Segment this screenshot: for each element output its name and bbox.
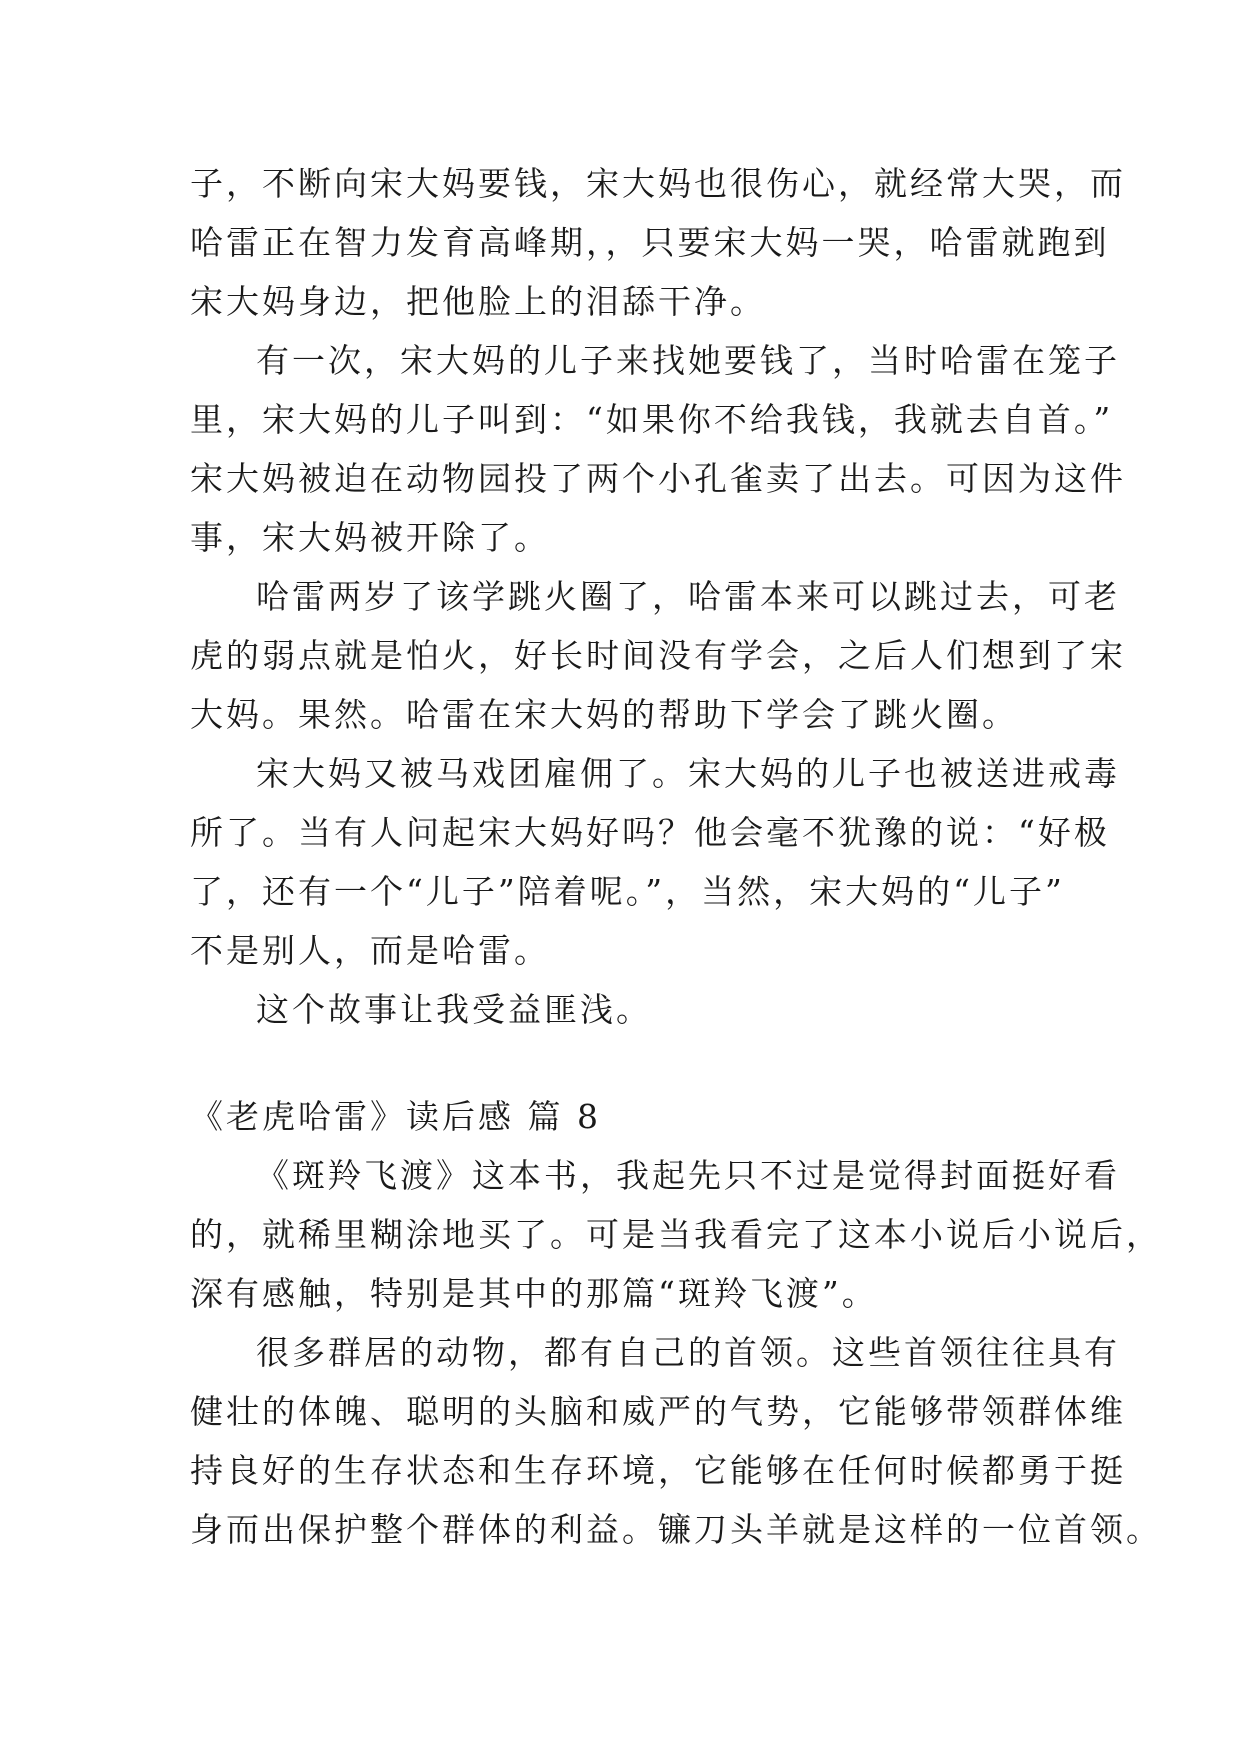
paragraph-line: 的，就稀里糊涂地买了。可是当我看完了这本小说后小说后， [190, 1215, 1162, 1254]
paragraph-line: 哈雷正在智力发育高峰期，，只要宋大妈一哭，哈雷就跑到 [190, 223, 1110, 262]
paragraph-line: 持良好的生存状态和生存环境，它能够在任何时候都勇于挺 [190, 1451, 1126, 1490]
paragraph-line: 有一次，宋大妈的儿子来找她要钱了，当时哈雷在笼子 [256, 341, 1120, 380]
paragraph-line: 这个故事让我受益匪浅。 [256, 990, 652, 1029]
paragraph-line: 事，宋大妈被开除了。 [190, 518, 550, 557]
paragraph-line: 宋大妈身边，把他脸上的泪舔干净。 [190, 282, 766, 321]
paragraph-line: 子，不断向宋大妈要钱，宋大妈也很伤心，就经常大哭，而 [190, 164, 1126, 203]
paragraph-line: 里，宋大妈的儿子叫到：“如果你不给我钱，我就去自首。” [190, 400, 1114, 439]
paragraph-line: 虎的弱点就是怕火，好长时间没有学会，之后人们想到了宋 [190, 636, 1126, 675]
paragraph-line: 很多群居的动物，都有自己的首领。这些首领往往具有 [256, 1333, 1120, 1372]
paragraph-line: 了，还有一个“儿子”陪着呢。”，当然，宋大妈的“儿子” [190, 872, 1065, 911]
paragraph-line: 大妈。果然。哈雷在宋大妈的帮助下学会了跳火圈。 [190, 695, 1018, 734]
paragraph-line: 健壮的体魄、聪明的头脑和威严的气势，它能够带领群体维 [190, 1392, 1126, 1431]
paragraph-line: 不是别人，而是哈雷。 [190, 931, 550, 970]
paragraph-line: 深有感触，特别是其中的那篇“斑羚飞渡”。 [190, 1274, 878, 1313]
section-heading: 《老虎哈雷》读后感 篇 8 [190, 1097, 601, 1136]
paragraph-line: 哈雷两岁了该学跳火圈了，哈雷本来可以跳过去，可老 [256, 577, 1120, 616]
paragraph-line: 身而出保护整个群体的利益。镰刀头羊就是这样的一位首领。 [190, 1510, 1162, 1549]
paragraph-line: 宋大妈又被马戏团雇佣了。宋大妈的儿子也被送进戒毒 [256, 754, 1120, 793]
paragraph-line: 宋大妈被迫在动物园投了两个小孔雀卖了出去。可因为这件 [190, 459, 1126, 498]
paragraph-line: 《斑羚飞渡》这本书，我起先只不过是觉得封面挺好看 [256, 1156, 1120, 1195]
paragraph-line: 所了。当有人问起宋大妈好吗？他会毫不犹豫的说：“好极 [190, 813, 1110, 852]
